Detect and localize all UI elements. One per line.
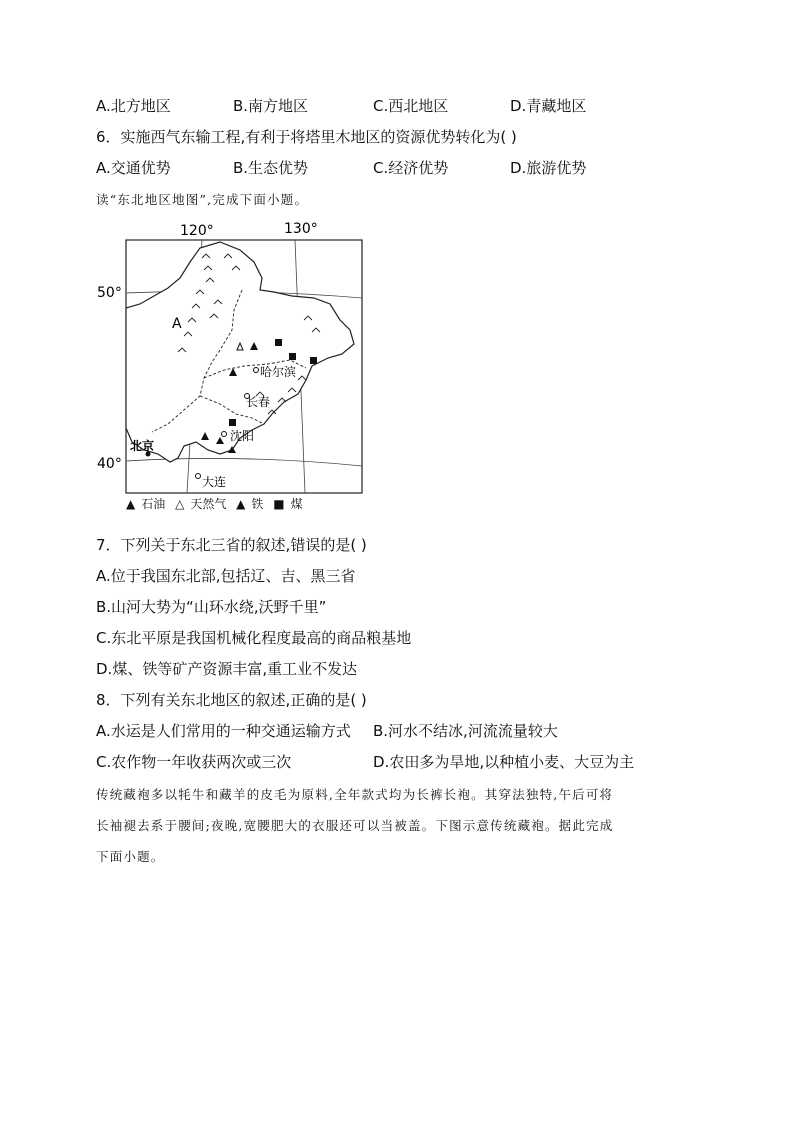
gas-legend-icon: △: [175, 497, 185, 511]
northeast-china-map: [92, 218, 372, 498]
q7-option-a: A.位于我国东北部,包括辽、吉、黑三省: [96, 567, 356, 585]
lat-label-40: 40°: [97, 456, 122, 472]
q5-option-d: D.青藏地区: [510, 97, 587, 115]
legend-gas: 天然气: [190, 497, 227, 511]
robe-intro-line-3: 下面小题。: [96, 849, 165, 864]
q6-option-c: C.经济优势: [373, 159, 449, 177]
robe-intro-line-1: 传统藏袍多以牦牛和藏羊的皮毛为原料,全年款式均为长裤长袍。其穿法独特,午后可将: [96, 787, 614, 802]
coal-symbol: [310, 357, 317, 364]
lon-label-120: 120°: [180, 223, 214, 239]
oil-legend-icon: ▲: [126, 497, 136, 511]
q6-option-a: A.交通优势: [96, 159, 171, 177]
q7-option-d: D.煤、铁等矿产资源丰富,重工业不发达: [96, 660, 358, 678]
legend-coal: 煤: [290, 497, 303, 511]
lat-label-50: 50°: [97, 285, 122, 301]
lon-label-130: 130°: [284, 221, 318, 237]
region-label-a: A: [172, 316, 182, 332]
legend-iron: 铁: [251, 497, 264, 511]
harbin-dot: [254, 368, 259, 373]
coal-symbol: [275, 339, 282, 346]
q7-stem: 7．下列关于东北三省的叙述,错误的是( ): [96, 536, 367, 554]
legend-oil: 石油: [141, 497, 166, 511]
q6-option-d: D.旅游优势: [510, 159, 587, 177]
q8-option-b: B.河水不结冰,河流流量较大: [373, 722, 558, 740]
dalian-label: 大连: [202, 475, 227, 489]
harbin-label: 哈尔滨: [260, 365, 297, 379]
map-intro: 读“东北地区地图”,完成下面小题。: [96, 192, 309, 207]
beijing-label: 北京: [130, 439, 155, 453]
q6-option-b: B.生态优势: [233, 159, 309, 177]
map-legend: [126, 496, 309, 512]
q8-option-d: D.农田多为旱地,以种植小麦、大豆为主: [373, 753, 635, 771]
q8-option-a: A.水运是人们常用的一种交通运输方式: [96, 722, 351, 740]
robe-intro-line-2: 长袖褪去系于腰间;夜晚,宽腰肥大的衣服还可以当被盖。下图示意传统藏袍。据此完成: [96, 818, 614, 833]
q5-option-a: A.北方地区: [96, 97, 171, 115]
coal-symbol: [289, 353, 296, 360]
coal-symbol: [229, 419, 236, 426]
q8-option-c: C.农作物一年收获两次或三次: [96, 753, 292, 771]
q7-option-b: B.山河大势为“山环水绕,沃野千里”: [96, 598, 327, 616]
q7-option-c: C.东北平原是我国机械化程度最高的商品粮基地: [96, 629, 412, 647]
parallel-40: [126, 458, 362, 466]
dalian-dot: [196, 474, 201, 479]
q8-stem: 8．下列有关东北地区的叙述,正确的是( ): [96, 691, 367, 709]
shenyang-label: 沈阳: [230, 429, 255, 443]
q5-option-c: C.西北地区: [373, 97, 449, 115]
changchun-label: 长春: [246, 395, 271, 409]
q5-option-b: B.南方地区: [233, 97, 309, 115]
shenyang-dot: [222, 432, 227, 437]
iron-legend-icon: ▲: [236, 497, 246, 511]
coal-legend-icon: ■: [273, 497, 285, 511]
q6-stem: 6．实施西气东输工程,有利于将塔里木地区的资源优势转化为( ): [96, 128, 517, 146]
